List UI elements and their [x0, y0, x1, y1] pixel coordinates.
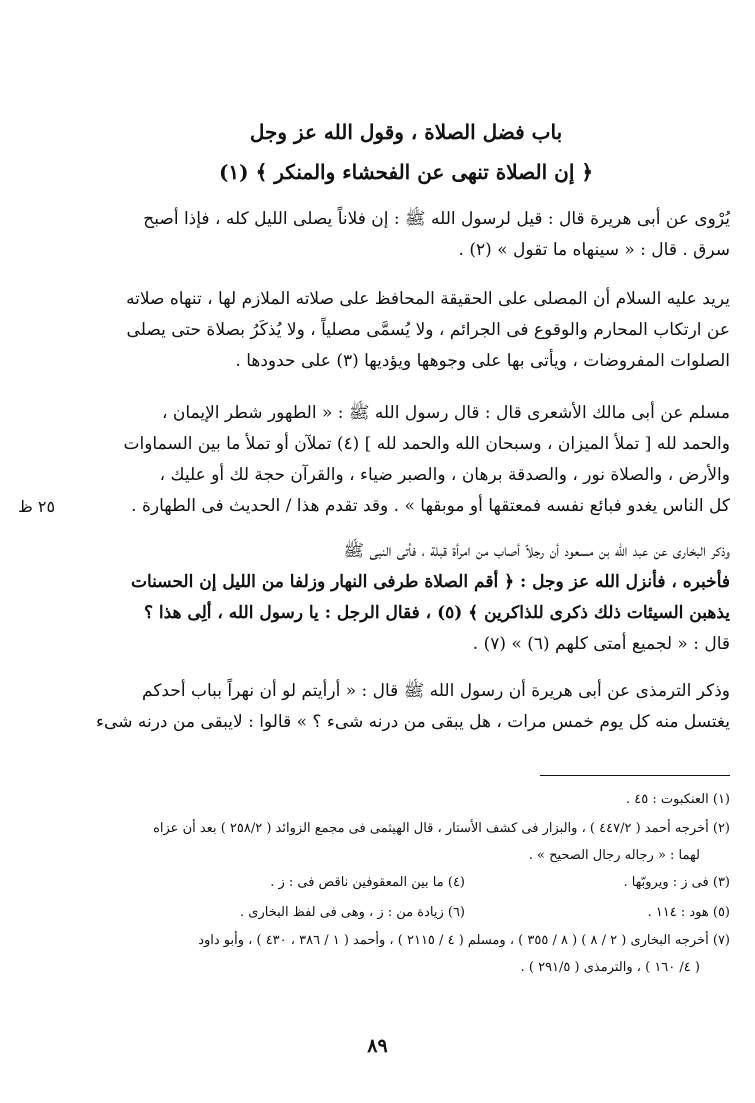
footnote-5: (٥) هود : ١١٤ . — [647, 905, 730, 920]
paragraph-line: الصلوات المفروضات ، ويأتى بها على وجوهها ويؤديها (٣) على حدودها . — [235, 351, 730, 371]
paragraph-line: وذكر الترمذى عن أبى هريرة أن رسول الله ﷺ قال : « أرأيتم لو أن نهراً بباب أحدكم — [142, 681, 730, 701]
paragraph-line: سرق . قال : « سينهاه ما تقول » (٢) . — [458, 240, 730, 260]
chapter-verse: ﴿ إن الصلاة تنهى عن الفحشاء والمنكر ﴾ (١) — [218, 160, 594, 184]
footnote-3: (٣) فى ز : ويروبّها . — [623, 875, 730, 890]
paragraph-line: وذكر البخارى عن عبد الله بن مسعود أن رجلاً أصاب من امرأة قبلة ، فأتى النبى ﷺ — [343, 541, 730, 561]
manuscript-folio-note: ٢٥ ظ — [18, 497, 56, 516]
paragraph-line: يغتسل منه كل يوم خمس مرات ، هل يبقى من درنه شىء ؟ » قالوا : لايبقى من درنه شىء — [96, 712, 730, 732]
paragraph-line: يُرْوى عن أبى هريرة قال : قيل لرسول الله ﷺ : إن فلاناً يصلى الليل كله ، فإذا أصبح — [143, 209, 730, 229]
paragraph-3 — [82, 398, 730, 522]
paragraph-line: يذهبن السيئات ذلك ذكرى للذاكرين ﴾ (٥) ، فقال الرجل : يا رسول الله ، ألِى هذا ؟ — [143, 603, 730, 623]
footnote-2: (٢) أخرجه أحمد ( ٤٤٧/٢ ) ، والبزار فى كشف الأستار ، قال الهيثمى فى مجمع الزوائد ( ٢٥٨/٢ ) بعد أن عزاه — [153, 821, 730, 836]
chapter-title: باب فضل الصلاة ، وقول الله عز وجل — [249, 120, 563, 144]
paragraph-line: كل الناس يغدو فبائع نفسه فمعتقها أو موبقها » . وقد تقدم هذا / الحديث فى الطهارة . — [131, 496, 730, 516]
paragraph-5 — [82, 676, 730, 738]
footnote-separator — [540, 775, 730, 776]
footnote-6: (٦) زيادة من : ز ، وهى فى لفظ البخارى . — [240, 905, 465, 920]
paragraph-line: يريد عليه السلام أن المصلى على الحقيقة المحافظ على صلاته الملازم لها ، تنهاه صلاته — [126, 289, 730, 309]
footnote-4: (٤) ما بين المعقوفين ناقص فى : ز . — [270, 875, 465, 890]
paragraph-2 — [82, 284, 730, 377]
paragraph-line: والحمد لله [ تملأ الميزان ، وسبحان الله والحمد لله ] (٤) تملآن أو تملأ ما بين السماوات — [123, 434, 730, 454]
paragraph-line: قال : « لجميع أمتى كلهم (٦) » (٧) . — [472, 634, 730, 654]
paragraph-line: مسلم عن أبى مالك الأشعرى قال : قال رسول الله ﷺ : « الطهور شطر الإيمان ، — [161, 403, 730, 423]
paragraph-line: والأرض ، والصلاة نور ، والصدقة برهان ، والصبر ضياء ، والقرآن حجة لك أو عليك ، — [159, 465, 730, 485]
footnote-7-continued: ( ٤/ ١٦٠ ) ، والترمذى ( ٢٩١/٥ ) . — [520, 960, 700, 975]
paragraph-1 — [82, 204, 730, 266]
paragraph-line: عن ارتكاب المحارم والوقوع فى الجرائم ، ولا يُسمَّى مصلياً ، ولا يُذكَرُ بصلاة حتى يصلى — [126, 320, 730, 340]
footnote-2-continued: لهما : « رجاله رجال الصحيح » . — [528, 848, 700, 863]
footnote-1: (١) العنكبوت : ٤٥ . — [626, 792, 730, 807]
paragraph-4 — [82, 536, 730, 660]
page-number: ٨٩ — [367, 1035, 388, 1057]
footnote-7: (٧) أخرجه البخارى ( ٢ / ٨ ) ( ٨ / ٣٥٥ ) ، ومسلم ( ٤ / ٢١١٥ ) ، وأحمد ( ١ / ٣٨٦ ، ٤٣٠ ) ، وأبو داود — [198, 933, 730, 948]
paragraph-line: فأخبره ، فأنزل الله عز وجل : ﴿ أقم الصلاة طرفى النهار وزلفا من الليل إن الحسنات — [130, 572, 730, 592]
